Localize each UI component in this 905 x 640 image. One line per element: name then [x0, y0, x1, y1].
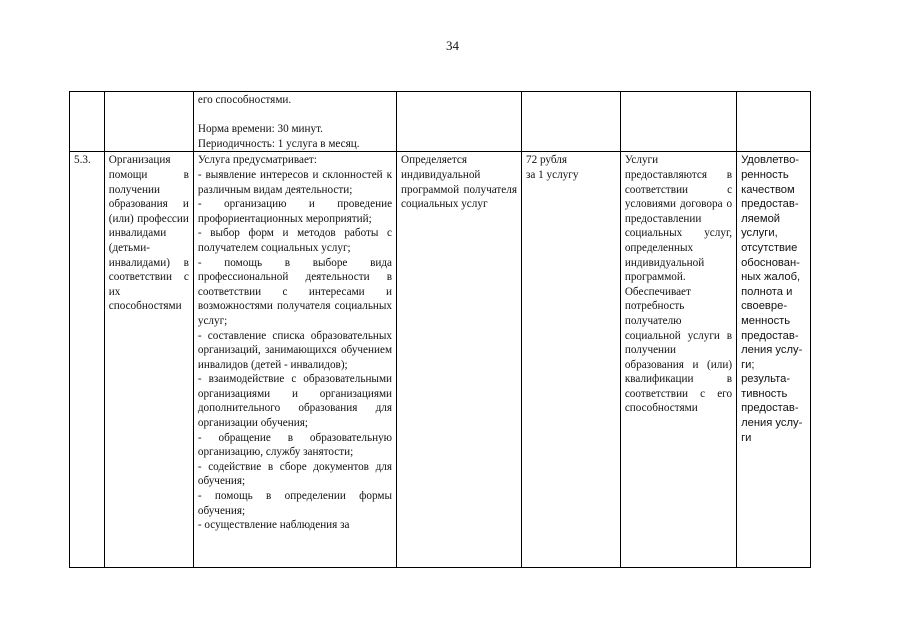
- indicator-line: ляемой: [741, 212, 781, 225]
- cell-indicators-empty: [737, 92, 811, 152]
- cell-service-name: [104, 152, 193, 568]
- conditions-paragraph-1: Услуги предоставляются в соответствии с условиями договора о предоставлении социальных услуг, определенных индивидуальной программой.: [624, 154, 733, 284]
- description-item: - обращение в образовательную организацию, службу занятости;: [197, 431, 393, 459]
- description-tail: его способностями.: [197, 94, 292, 106]
- indicator-line: ления услу-: [741, 417, 803, 430]
- indicator-line: услуги,: [741, 227, 778, 240]
- indicator-line: ных жалоб,: [741, 271, 801, 284]
- description-item: - организацию и проведение профориентационных мероприятий;: [197, 198, 393, 225]
- indicator-line: обоснован-: [741, 256, 800, 269]
- description-item: - осуществление наблюдения за: [197, 519, 350, 532]
- cell-description: [193, 152, 396, 568]
- description-item: - помощь в выборе вида профессиональной деятельности в соответствии с интересами и возможностями получателя социальных услуг;: [197, 256, 393, 327]
- indicator-line: тивность: [741, 387, 788, 400]
- cell-conditions: [620, 152, 736, 568]
- indicator-line: ги;: [741, 358, 755, 371]
- description-item: - составление списка образовательных организаций, занимающихся обучением инвалидов (детей - инвалидов);: [197, 329, 393, 371]
- page-number: 34: [446, 38, 459, 53]
- indicator-line: Удовлетво-: [741, 154, 800, 167]
- description-item: - взаимодействие с образовательными организациями и организациями дополнительного образования для организации обучения;: [197, 373, 393, 430]
- cell-volume: [397, 152, 522, 568]
- indicator-line: своевре-: [741, 300, 788, 313]
- cell-price-empty: [521, 92, 620, 152]
- indicator-line: ления услу-: [741, 344, 803, 357]
- table-row-previous: [70, 92, 811, 152]
- cell-indicators: [737, 152, 811, 568]
- conditions-paragraph-2: Обеспечивает потребность получателю социальной услуги в получении образования и (или) квалификации в соответствии с его способностями: [624, 285, 733, 415]
- price-amount: 72 рубля: [525, 154, 567, 167]
- indicator-line: предостав-: [741, 198, 799, 211]
- description-item: - содействие в сборе документов для обучения;: [197, 460, 393, 488]
- cell-number: [70, 152, 105, 568]
- service-name: Организация помощи в получении образования и (или) профессии инвалидами (детьми-инвалидами) в соответствии с их способностями: [108, 154, 189, 313]
- periodicity: Периодичность: 1 услуга в месяц.: [197, 137, 360, 150]
- indicator-line: ренность: [741, 168, 789, 181]
- price-unit: за 1 услугу: [525, 168, 579, 181]
- indicator-line: предостав-: [741, 329, 799, 342]
- services-table: [69, 91, 811, 568]
- description-item: - выбор форм и методов работы с получателем социальных услуг;: [197, 227, 393, 254]
- row-number: 5.3.: [74, 154, 91, 167]
- indicator-line: качеством: [741, 183, 795, 196]
- time-norm: Норма времени: 30 минут.: [197, 123, 323, 136]
- description-item: - выявление интересов и склонностей к различным видам деятельности;: [197, 168, 393, 196]
- cell-conditions-empty: [620, 92, 736, 152]
- service-volume: Определяется индивидуальной программой получателя социальных услуг: [401, 154, 517, 211]
- description-intro: Услуга предусматривает:: [197, 154, 317, 167]
- indicator-line: отсутствие: [741, 241, 798, 254]
- table-row-5-3: [70, 152, 811, 568]
- indicator-line: предостав-: [741, 402, 799, 415]
- cell-volume-empty: [397, 92, 522, 152]
- cell-number-empty: [70, 92, 105, 152]
- cell-name-empty: [104, 92, 193, 152]
- indicator-line: результа-: [741, 373, 791, 386]
- description-item: - помощь в определении формы обучения;: [197, 490, 393, 517]
- indicator-line: полнота и: [741, 285, 793, 298]
- cell-price: [521, 152, 620, 568]
- indicator-line: ги: [741, 431, 752, 444]
- cell-description-continued: [193, 92, 396, 152]
- indicator-line: менность: [741, 314, 791, 327]
